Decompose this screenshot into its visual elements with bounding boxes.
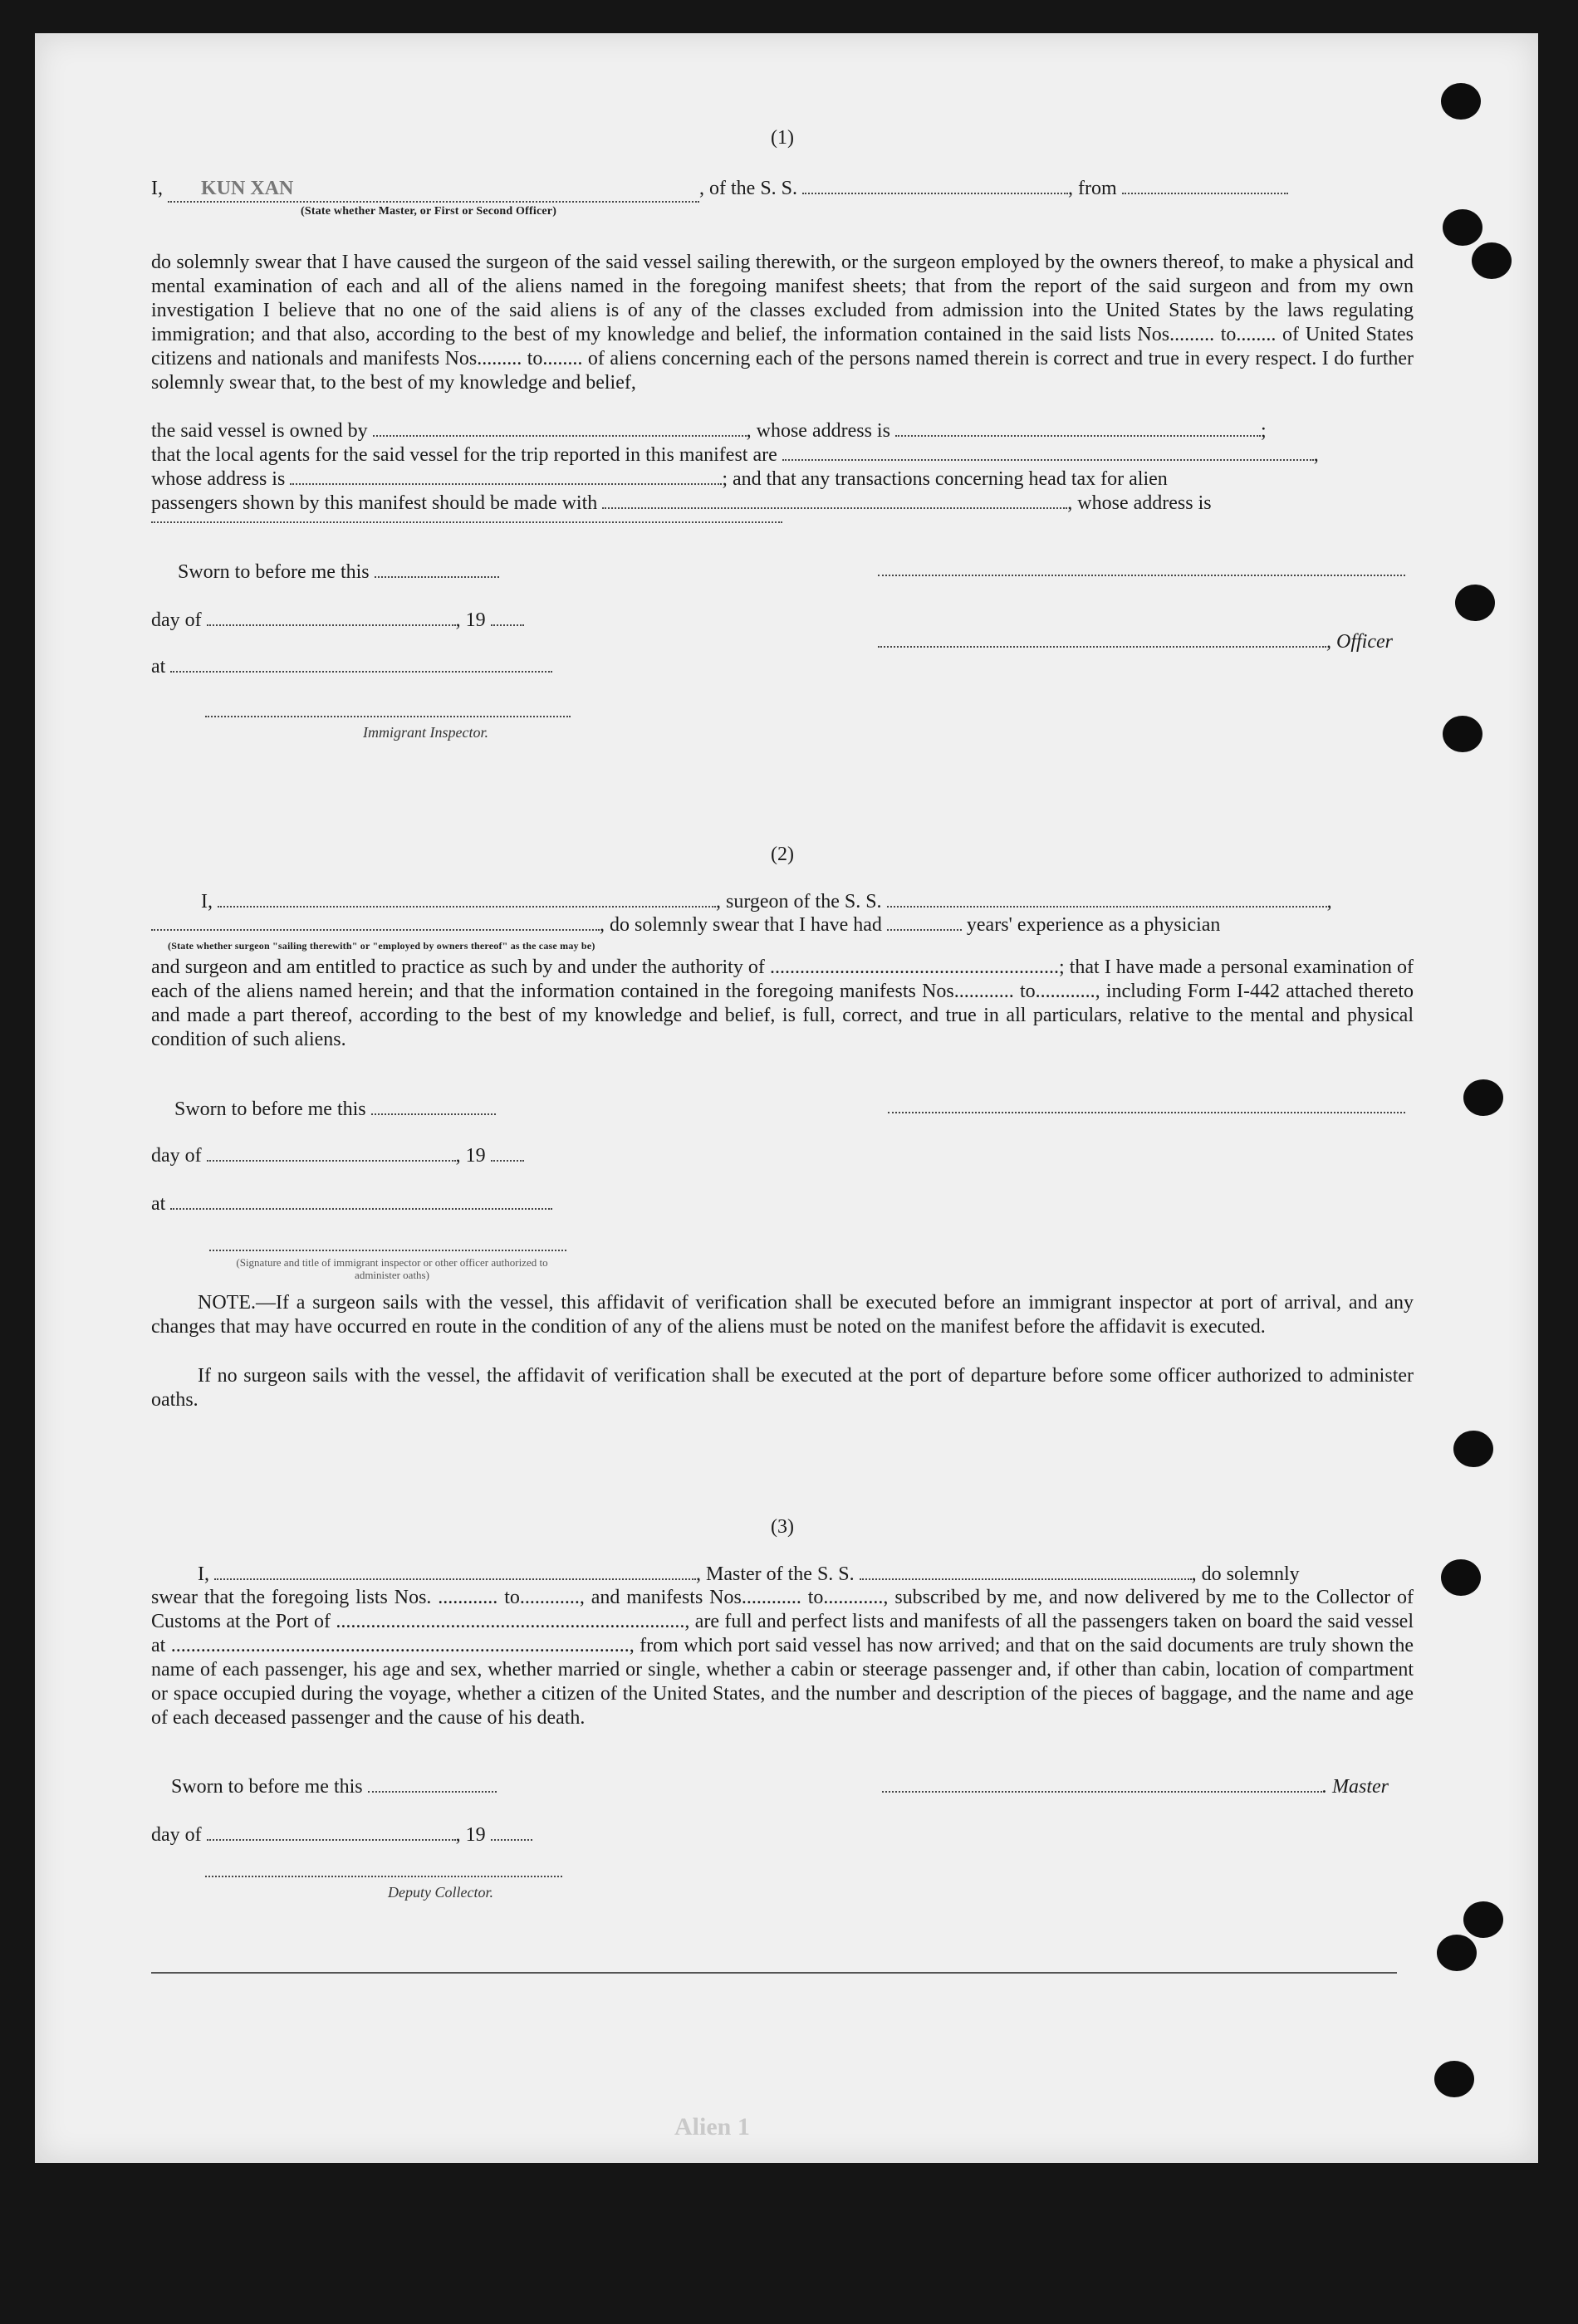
- document-page: [35, 33, 1538, 2163]
- day-of-line: day of , 19: [151, 1823, 532, 1847]
- punch-hole: [1463, 1901, 1503, 1938]
- master-ship-field: [860, 1562, 1192, 1580]
- officer-name: KUN XAN: [168, 177, 699, 203]
- owned-line: the said vessel is owned by , whose address is ;: [151, 420, 1267, 442]
- of-ss-label: , of the S. S.: [699, 178, 798, 199]
- surgeon-name-field: [218, 889, 716, 908]
- section-3: [151, 1515, 1414, 1930]
- address-field: [151, 521, 782, 523]
- punch-hole: [1441, 83, 1481, 120]
- officer-note: (State whether Master, or First or Second Officer): [301, 205, 557, 218]
- punch-hole: [1455, 585, 1495, 621]
- sworn-line: Sworn to before me this: [174, 1097, 496, 1122]
- section-3-line1: I, , Master of the S. S. , do solemnly: [198, 1563, 1300, 1585]
- signature-line: [888, 1112, 1405, 1113]
- section-2-body: and surgeon and am entitled to practice as such by and under the authority of ..........................................................; that I have made a personal examination of each of the aliens named herein; and that the information contained in the foregoing manifests Nos............ to............, including Form I-442 attached thereto and made a part thereof, according to the best of my knowledge and belief, is full, correct, and true in all particulars, relative to the mental and physical condition of such aliens.: [151, 957, 1414, 1050]
- footer-ghost-text: Alien 1: [674, 2113, 750, 2141]
- passengers-line: passengers shown by this manifest should be made with , whose address is: [151, 492, 1212, 514]
- owner-field: [373, 418, 747, 437]
- section-2: [151, 843, 1414, 1424]
- i-label: I,: [151, 178, 163, 199]
- years-field: [887, 912, 962, 931]
- bottom-rule: [151, 1972, 1397, 1974]
- at-line: at: [151, 654, 552, 679]
- section-2-line2: , do solemnly swear that I have had years' experience as a physician: [151, 912, 1220, 937]
- section-1: [151, 126, 1414, 757]
- sworn-date-field: [368, 1774, 497, 1793]
- from-label: , from: [1068, 178, 1117, 199]
- at-field: [170, 1191, 552, 1210]
- inspector-caption: Immigrant Inspector.: [363, 724, 488, 741]
- deputy-signature-line: [205, 1876, 562, 1877]
- year-field: [491, 1823, 532, 1841]
- year-field: [491, 1143, 524, 1162]
- surgeon-ship-field: [887, 889, 1327, 908]
- section-2-number: (2): [771, 844, 794, 865]
- section-1-body: do solemnly swear that I have caused the surgeon of the said vessel sailing therewith, or the surgeon employed by the owners thereof, to make a physical and mental examination of each and all of the aliens named in the foregoing manifest sheets; that from the report of the said surgeon and from my own investigation I believe that no one of the said aliens is of any of the classes excluded from admission into the United States by the laws regulating immigration; and that also, according to the best of my knowledge and belief, the information contained in the said lists Nos......... to........ of United States citizens and nationals and manifests Nos......... to........ of aliens concerning each of the persons named therein is correct and true in every respect. I do further solemnly swear that, to the best of my knowledge and belief,: [151, 252, 1414, 394]
- note-paragraph-1: NOTE.—If a surgeon sails with the vessel, this affidavit of verification shall be executed before an immigrant inspector at port of arrival, and any changes that may have occurred en route in the condition of any of the aliens must be noted on the manifest before the affidavit is executed.: [151, 1292, 1414, 1338]
- section-3-number: (3): [771, 1516, 794, 1538]
- punch-hole: [1434, 2061, 1474, 2097]
- day-field: [207, 1823, 456, 1841]
- officer-signature-line: , Officer: [878, 629, 1393, 654]
- master-signature-line: . Master: [882, 1774, 1389, 1799]
- agents-address-field: [290, 467, 722, 485]
- master-name-field: [214, 1562, 696, 1580]
- punch-hole: [1443, 209, 1482, 246]
- note-paragraph-2: If no surgeon sails with the vessel, the affidavit of verification shall be executed at the port of departure before some officer authorized to administer oaths.: [151, 1365, 1414, 1411]
- officer-signature-field: [878, 629, 1326, 648]
- sworn-line: Sworn to before me this: [171, 1774, 497, 1799]
- punch-hole: [1453, 1431, 1493, 1467]
- day-field: [207, 608, 456, 626]
- headtax-agent-field: [602, 491, 1067, 509]
- surgeon-note: (State whether surgeon "sailing therewith" or "employed by owners thereof" as the case may be): [168, 940, 595, 952]
- agents-address-line: whose address is ; and that any transactions concerning head tax for alien: [151, 468, 1168, 490]
- ship-name-field: [802, 176, 1068, 194]
- punch-hole: [1472, 242, 1512, 279]
- signature-line: [878, 575, 1405, 576]
- at-field: [170, 654, 552, 673]
- punch-hole: [1441, 1559, 1481, 1596]
- sworn-date-field: [375, 560, 499, 578]
- inspector-signature-line: [209, 1250, 566, 1251]
- punch-hole: [1443, 716, 1482, 752]
- from-port-field: [1122, 176, 1288, 194]
- master-signature-field: [882, 1774, 1322, 1793]
- day-of-line: day of , 19: [151, 608, 524, 633]
- section-1-number: (1): [771, 127, 794, 149]
- year-field: [491, 608, 524, 626]
- sworn-date-field: [371, 1097, 496, 1115]
- at-line: at: [151, 1191, 552, 1216]
- signature-caption: (Signature and title of immigrant inspector or other officer authorized to administer oaths): [236, 1256, 548, 1281]
- punch-hole: [1463, 1079, 1503, 1116]
- day-field: [207, 1143, 456, 1162]
- agents-line: that the local agents for the said vessel for the trip reported in this manifest are ,: [151, 444, 1319, 466]
- section-2-line1: I, , surgeon of the S. S. ,: [201, 891, 1332, 912]
- owner-address-field: [895, 418, 1261, 437]
- deputy-caption: Deputy Collector.: [388, 1884, 493, 1901]
- sworn-line: Sworn to before me this: [178, 560, 499, 585]
- day-of-line: day of , 19: [151, 1143, 524, 1168]
- punch-hole: [1437, 1935, 1477, 1971]
- section-3-body: swear that the foregoing lists Nos. ............ to............, and manifests Nos............ to............, subscribed by me, and now delivered by me to the Collector of Customs at the Port of ......................................................................, are full and perfect lists and manifests of all the passengers taken on board the said vessel at ............................................................................................, from which port said vessel has now arrived; and that on the said documents are truly shown the name of each passenger, his age and sex, whether married or single, whether a cabin or steerage passenger and, if other than cabin, location of compartment or space occupied during the voyage, whether a citizen of the United States, and the number and description of the pieces of baggage, and the name and age of each deceased passenger and the cause of his death.: [151, 1587, 1414, 1729]
- agents-field: [782, 443, 1314, 461]
- surgeon-status-field: [151, 912, 600, 931]
- inspector-signature-line: [205, 716, 571, 717]
